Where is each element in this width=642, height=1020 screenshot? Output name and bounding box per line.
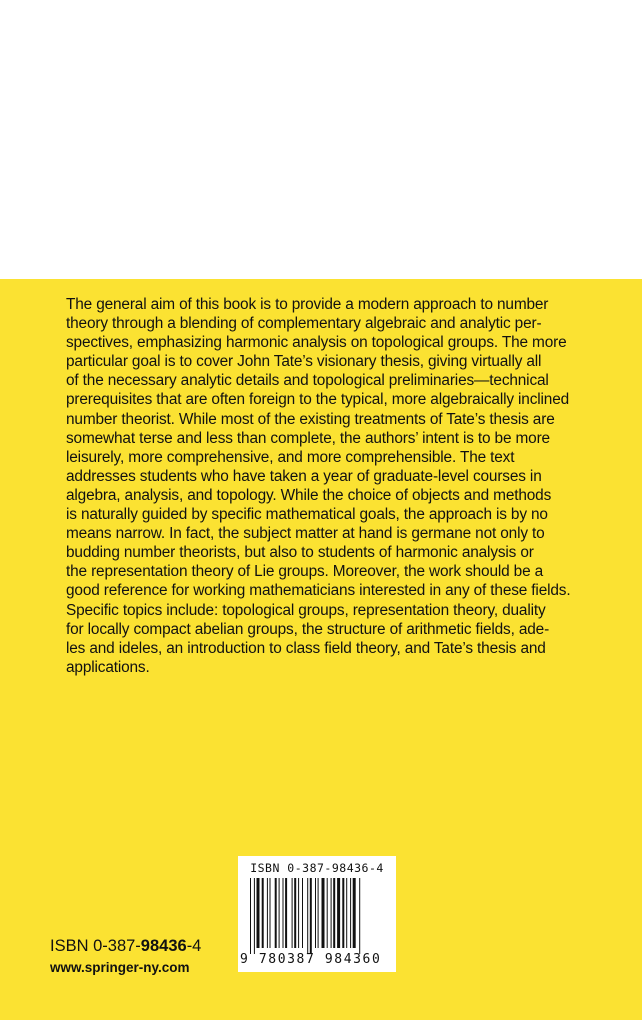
barcode-isbn-text: ISBN 0-387-98436-4	[250, 861, 384, 875]
barcode-bar	[250, 878, 251, 954]
top-white-area	[0, 0, 642, 279]
barcode-bar	[333, 878, 335, 948]
description-line: is naturally guided by specific mathematical goals, the approach is by no	[66, 506, 548, 524]
barcode-bar	[337, 878, 340, 948]
barcode-bar	[307, 878, 308, 954]
barcode-bar	[279, 878, 280, 948]
description-line: leisurely, more comprehensive, and more comprehensible. The text	[66, 448, 515, 466]
description-line: budding number theorists, but also to students of harmonic analysis or	[66, 544, 534, 562]
description-line: number theorist. While most of the existing treatments of Tate’s thesis are	[66, 410, 555, 428]
barcode-bar	[285, 878, 287, 948]
barcode-bar	[346, 878, 347, 948]
isbn-prefix: ISBN 0-387-	[50, 937, 141, 955]
barcode-bar	[257, 878, 260, 948]
description-line: les and ideles, an introduction to class field theory, and Tate’s thesis and	[66, 639, 546, 657]
description-line: spectives, emphasizing harmonic analysis on topological groups. The more	[66, 334, 567, 352]
barcode-bar	[353, 878, 356, 948]
description-line: theory through a blending of complementary algebraic and analytic per-	[66, 315, 542, 333]
barcode-bar	[270, 878, 271, 948]
description-line: particular goal is to cover John Tate’s visionary thesis, giving virtually all	[66, 353, 542, 371]
barcode-bar	[327, 878, 328, 948]
publisher-url: www.springer-ny.com	[50, 960, 190, 975]
barcode-bar	[331, 878, 332, 948]
book-description	[66, 295, 578, 677]
barcode-bar	[342, 878, 344, 948]
barcode-bar	[350, 878, 351, 948]
barcode-bar	[262, 878, 264, 948]
description-line: somewhat terse and less than complete, the authors’ intent is to be more	[66, 429, 550, 447]
isbn-label	[50, 937, 201, 956]
barcode-bar	[310, 878, 312, 954]
description-line: for locally compact abelian groups, the structure of arithmetic fields, ade-	[66, 620, 550, 638]
description-line: of the necessary analytic details and topological preliminaries—technical	[66, 372, 549, 390]
description-line: the representation theory of Lie groups. Moreover, the work should be a	[66, 563, 544, 581]
barcode-bar	[294, 878, 296, 948]
barcode-bar	[359, 878, 360, 954]
barcode-bar	[275, 878, 277, 948]
barcode-bar	[302, 878, 303, 948]
barcode-bar	[318, 878, 319, 948]
barcode-bar	[292, 878, 293, 948]
barcode-bar	[315, 878, 316, 948]
description-line: addresses students who have taken a year of graduate-level courses in	[66, 467, 542, 485]
barcode-bars	[244, 878, 390, 954]
description-line: prerequisites that are often foreign to the typical, more algebraically inclined	[66, 391, 570, 409]
barcode-digits: 9 780387 984360	[240, 952, 382, 967]
isbn-suffix: -4	[186, 937, 202, 955]
description-line: means narrow. In fact, the subject matter at hand is germane not only to	[66, 525, 545, 543]
barcode-bar	[267, 878, 268, 948]
barcode-bar	[322, 878, 325, 948]
description-line: good reference for working mathematicians interested in any of these fields.	[66, 582, 571, 600]
barcode-bar	[283, 878, 284, 948]
description-line: algebra, analysis, and topology. While the choice of objects and methods	[66, 486, 552, 504]
barcode-bar	[298, 878, 299, 948]
isbn-bold-part: 98436	[140, 937, 187, 955]
barcode-bar	[254, 878, 255, 954]
barcode-panel	[238, 856, 396, 972]
description-line: The general aim of this book is to provide a modern approach to number	[66, 296, 549, 313]
description-line: applications.	[66, 658, 150, 676]
description-line: Specific topics include: topological groups, representation theory, duality	[66, 601, 546, 619]
